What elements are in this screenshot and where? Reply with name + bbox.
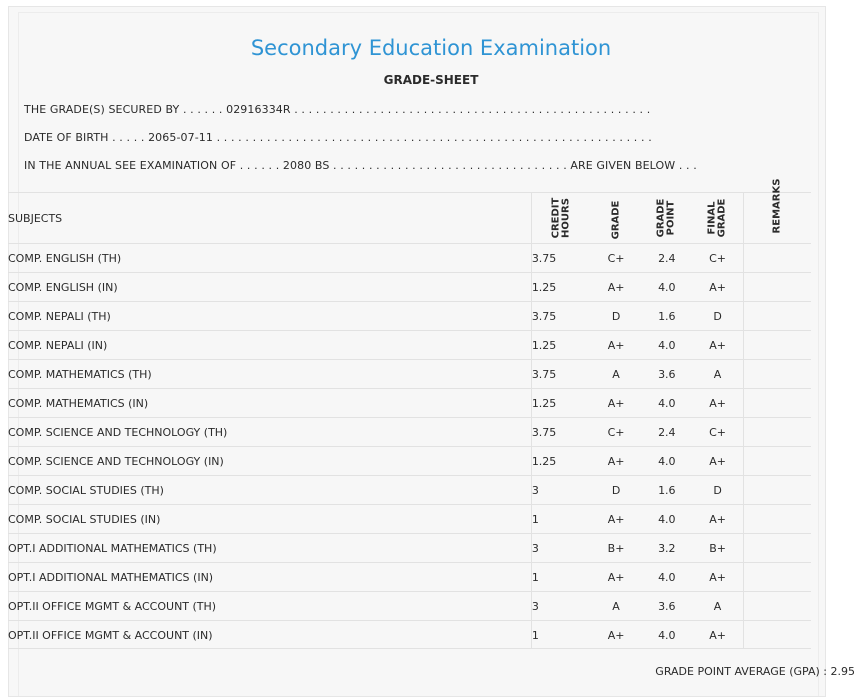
table-row xyxy=(8,621,811,650)
table-row xyxy=(8,244,811,273)
table-row xyxy=(8,447,811,476)
subject-cell: COMP. SOCIAL STUDIES (TH) xyxy=(8,476,531,505)
remarks-cell xyxy=(743,389,811,418)
grade-cell: C+ xyxy=(591,418,642,447)
final-grade-cell: C+ xyxy=(692,418,743,447)
final-grade-cell: D xyxy=(692,302,743,331)
subject-cell: COMP. ENGLISH (TH) xyxy=(8,244,531,273)
final-grade-cell: C+ xyxy=(692,244,743,273)
final-grade-cell: A+ xyxy=(692,389,743,418)
subject-cell: OPT.I ADDITIONAL MATHEMATICS (IN) xyxy=(8,563,531,592)
grade-point-cell: 2.4 xyxy=(641,418,692,447)
credit-hours-cell: 3.75 xyxy=(531,244,590,273)
remarks-cell xyxy=(743,360,811,389)
remarks-cell xyxy=(743,418,811,447)
subject-cell: COMP. NEPALI (TH) xyxy=(8,302,531,331)
grade-point-cell: 1.6 xyxy=(641,476,692,505)
grade-header: GRADE xyxy=(610,200,622,239)
table-row xyxy=(8,360,811,389)
remarks-cell xyxy=(743,302,811,331)
subject-cell: COMP. SOCIAL STUDIES (IN) xyxy=(8,505,531,534)
subject-cell: COMP. MATHEMATICS (TH) xyxy=(8,360,531,389)
remarks-cell xyxy=(743,621,811,650)
subject-cell: COMP. MATHEMATICS (IN) xyxy=(8,389,531,418)
remarks-cell xyxy=(743,273,811,302)
final-grade-cell: B+ xyxy=(692,534,743,563)
grade-cell: B+ xyxy=(591,534,642,563)
final-grade-cell: A+ xyxy=(692,563,743,592)
secured-by-line: THE GRADE(S) SECURED BY . . . . . . 02916334R . . . . . . . . . . . . . . . . . . . . . . . . . . . . . . . . . . . . . . . . . . . . . . . . . . xyxy=(24,103,651,116)
remarks-cell xyxy=(743,505,811,534)
final-grade-cell: A+ xyxy=(692,505,743,534)
grade-point-cell: 4.0 xyxy=(641,563,692,592)
credit-hours-cell: 3.75 xyxy=(531,360,590,389)
grade-cell: A+ xyxy=(591,389,642,418)
credit-hours-cell: 1 xyxy=(531,505,590,534)
grades-table xyxy=(8,178,811,649)
grade-cell: A+ xyxy=(591,621,642,650)
table-row xyxy=(8,302,811,331)
grade-point-cell: 3.6 xyxy=(641,592,692,621)
grade-cell: A xyxy=(591,592,642,621)
final-grade-cell: A xyxy=(692,592,743,621)
remarks-cell xyxy=(743,331,811,360)
table-header-row xyxy=(8,193,811,244)
final-grade-cell: A+ xyxy=(692,621,743,650)
gpa-value: GRADE POINT AVERAGE (GPA) : 2.95 xyxy=(655,665,855,678)
grade-point-cell: 1.6 xyxy=(641,302,692,331)
grade-point-cell: 4.0 xyxy=(641,273,692,302)
remarks-cell xyxy=(743,476,811,505)
grade-cell: D xyxy=(591,302,642,331)
table-row xyxy=(8,331,811,360)
grade-cell: A xyxy=(591,360,642,389)
exam-title: Secondary Education Examination xyxy=(250,36,612,60)
subject-cell: OPT.II OFFICE MGMT & ACCOUNT (IN) xyxy=(8,621,531,650)
subject-cell: COMP. SCIENCE AND TECHNOLOGY (IN) xyxy=(8,447,531,476)
table-row xyxy=(8,273,811,302)
credit-hours-cell: 3.75 xyxy=(531,418,590,447)
remarks-cell xyxy=(743,447,811,476)
final-grade-cell: A+ xyxy=(692,331,743,360)
credit-hours-cell: 1.25 xyxy=(531,331,590,360)
credit-hours-header: CREDIT HOURS xyxy=(550,197,572,239)
table-row xyxy=(8,418,811,447)
subject-cell: COMP. SCIENCE AND TECHNOLOGY (TH) xyxy=(8,418,531,447)
date-of-birth-line: DATE OF BIRTH . . . . . 2065-07-11 . . . . . . . . . . . . . . . . . . . . . . . . . . . . . . . . . . . . . . . . . . . . . . . . . . . . . . . . . . . . . xyxy=(24,131,652,144)
final-grade-header: FINAL GRADE xyxy=(706,198,728,238)
credit-hours-cell: 3 xyxy=(531,592,590,621)
table-row xyxy=(8,389,811,418)
table-row xyxy=(8,505,811,534)
final-grade-cell: D xyxy=(692,476,743,505)
table-row xyxy=(8,476,811,505)
grade-point-cell: 2.4 xyxy=(641,244,692,273)
grade-point-cell: 3.2 xyxy=(641,534,692,563)
final-grade-cell: A+ xyxy=(692,273,743,302)
grade-cell: D xyxy=(591,476,642,505)
grade-cell: A+ xyxy=(591,273,642,302)
subject-cell: COMP. ENGLISH (IN) xyxy=(8,273,531,302)
grade-cell: A+ xyxy=(591,505,642,534)
remarks-header: REMARKS xyxy=(771,178,783,233)
final-grade-cell: A xyxy=(692,360,743,389)
grade-point-cell: 4.0 xyxy=(641,331,692,360)
remarks-cell xyxy=(743,592,811,621)
credit-hours-cell: 3.75 xyxy=(531,302,590,331)
grade-cell: C+ xyxy=(591,244,642,273)
subject-cell: COMP. NEPALI (IN) xyxy=(8,331,531,360)
remarks-cell xyxy=(743,563,811,592)
credit-hours-cell: 3 xyxy=(531,534,590,563)
credit-hours-cell: 1 xyxy=(531,563,590,592)
grade-point-cell: 4.0 xyxy=(641,505,692,534)
table-row xyxy=(8,563,811,592)
remarks-cell xyxy=(743,534,811,563)
remarks-cell xyxy=(743,244,811,273)
credit-hours-cell: 1.25 xyxy=(531,389,590,418)
grade-point-cell: 4.0 xyxy=(641,389,692,418)
subject-cell: OPT.I ADDITIONAL MATHEMATICS (TH) xyxy=(8,534,531,563)
credit-hours-cell: 1.25 xyxy=(531,273,590,302)
examination-line: IN THE ANNUAL SEE EXAMINATION OF . . . . . . 2080 BS . . . . . . . . . . . . . . . . . . . . . . . . . . . . . . . . . ARE GIVEN BELOW . . . xyxy=(24,159,697,172)
subject-cell: OPT.II OFFICE MGMT & ACCOUNT (TH) xyxy=(8,592,531,621)
grade-cell: A+ xyxy=(591,447,642,476)
table-row xyxy=(8,534,811,563)
grade-cell: A+ xyxy=(591,331,642,360)
credit-hours-cell: 1.25 xyxy=(531,447,590,476)
final-grade-cell: A+ xyxy=(692,447,743,476)
grade-point-cell: 4.0 xyxy=(641,447,692,476)
table-row xyxy=(8,592,811,621)
credit-hours-cell: 3 xyxy=(531,476,590,505)
subjects-header: SUBJECTS xyxy=(8,193,531,244)
grade-point-cell: 3.6 xyxy=(641,360,692,389)
grade-point-cell: 4.0 xyxy=(641,621,692,650)
grade-cell: A+ xyxy=(591,563,642,592)
grade-point-header: GRADE POINT xyxy=(655,198,677,238)
grade-sheet-heading: GRADE-SHEET xyxy=(383,73,479,87)
credit-hours-cell: 1 xyxy=(531,621,590,650)
